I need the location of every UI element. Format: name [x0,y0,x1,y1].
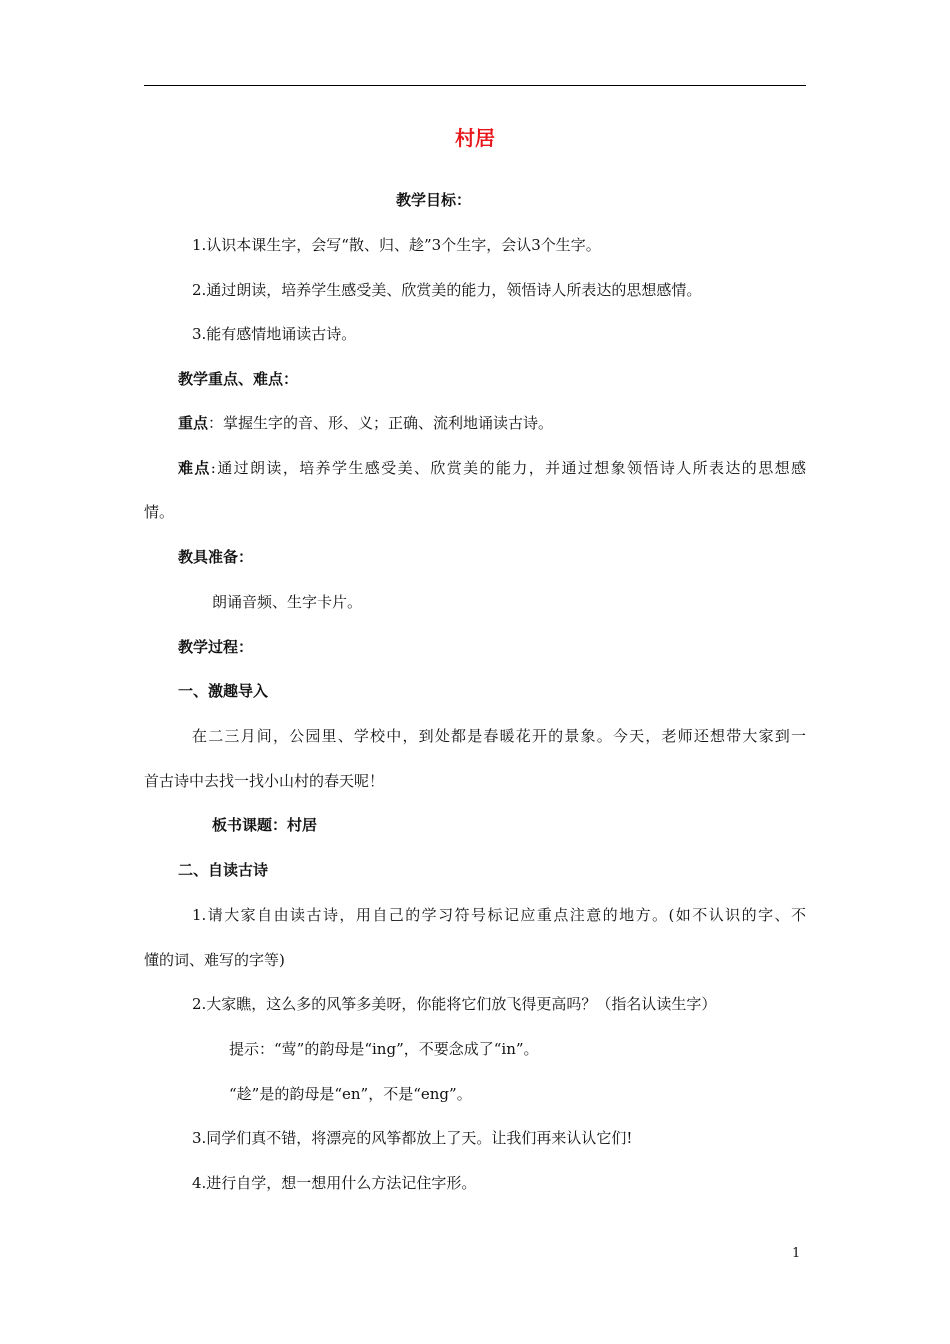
header-rule [144,85,806,86]
process-heading: 教学过程： [178,638,254,656]
step1-paragraph-line1: 在二三月间，公园里、学校中，到处都是春暖花开的景象。今天，老师还想带大家到一 [192,727,806,745]
page-number: 1 [792,1246,801,1261]
difficult-point-text: :通过朗读，培养学生感受美、欣赏美的能力，并通过想象领悟诗人所表达的思想感 [210,459,806,477]
tools-text: 朗诵音频、生字卡片。 [212,593,363,611]
keypoints-heading: 教学重点、难点： [178,370,299,388]
step2-item3: 3.同学们真不错，将漂亮的风筝都放上了天。让我们再来认认它们! [192,1129,633,1147]
hint-2: “趁”是的韵母是“en”，不是“eng”。 [229,1085,472,1103]
key-point-label: 重点 [178,414,209,432]
step2-item4: 4.进行自学，想一想用什么方法记住字形。 [192,1174,477,1192]
objective-1: 1.认识本课生字，会写“散、归、趁”3个生字，会认3个生字。 [192,236,601,254]
difficult-point-label: 难点 [178,459,211,477]
step2-item2: 2.大家瞧，这么多的风筝多美呀，你能将它们放飞得更高吗？（指名认读生字） [192,995,717,1013]
objective-3: 3.能有感情地诵读古诗。 [192,325,357,343]
step2-item1-line1: 1.请大家自由读古诗，用自己的学习符号标记应重点注意的地方。(如不认识的字、不 [192,906,806,924]
document-title: 村居 [455,126,495,150]
difficult-point-continuation: 情。 [144,503,175,521]
step2-heading: 二、自读古诗 [178,861,269,879]
board-title: 板书课题：村居 [212,816,318,834]
hint-1: 提示：“莺”的韵母是“ing”，不要念成了“in”。 [229,1040,539,1058]
tools-heading: 教具准备： [178,548,254,566]
objectives-heading: 教学目标： [396,191,472,209]
key-point-line [178,413,553,433]
step2-item1-line2: 懂的词、难写的字等) [144,951,285,969]
objective-2: 2.通过朗读，培养学生感受美、欣赏美的能力，领悟诗人所表达的思想感情。 [192,281,702,299]
step1-paragraph-line2: 首古诗中去找一找小山村的春天呢！ [144,772,385,790]
key-point-text: ：掌握生字的音、形、义；正确、流利地诵读古诗。 [208,414,554,432]
difficult-point-line [178,458,806,478]
step1-heading: 一、激趣导入 [178,682,269,700]
